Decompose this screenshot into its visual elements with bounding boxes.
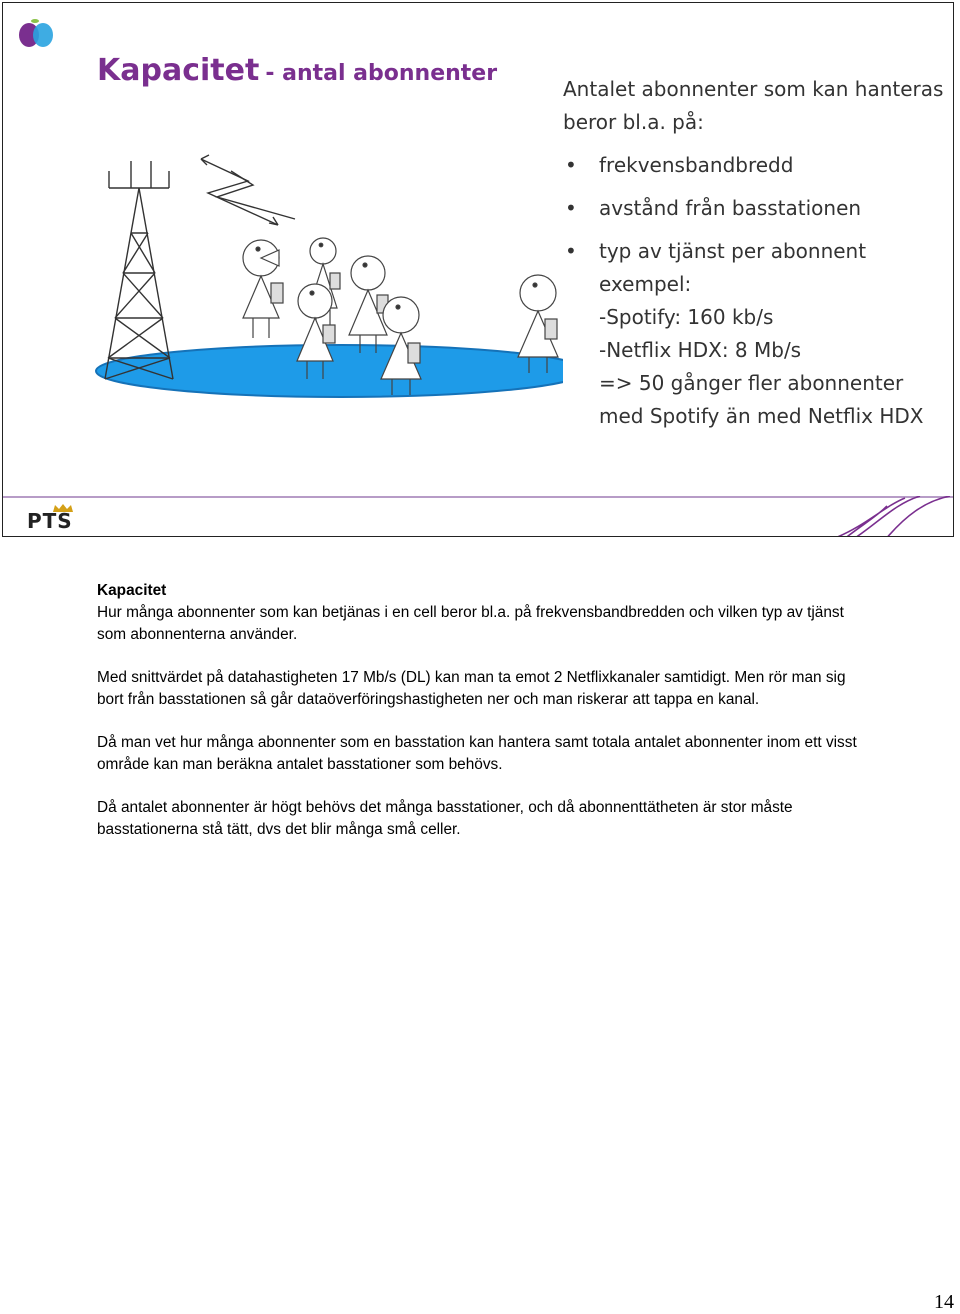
example-line: exempel: <box>599 272 692 296</box>
bullet-text: avstånd från basstationen <box>599 196 862 220</box>
pts-logo-text: PTS <box>27 509 73 533</box>
slide-bullet-list <box>563 149 953 268</box>
bullet-dot-icon: • <box>565 196 577 220</box>
cell-illustration <box>3 143 563 537</box>
bullet-dot-icon: • <box>565 239 577 263</box>
notes-paragraph: Då man vet hur många abonnenter som en basstation kan hantera samt totala antalet abonnenter inom ett visst område kan man beräkna antalet basstationer som behövs. <box>97 734 857 773</box>
footer-divider <box>3 496 953 498</box>
bullet-item <box>563 235 953 268</box>
apple-logo-icon <box>13 13 73 63</box>
footer-swoosh <box>825 496 954 537</box>
slide-bullet-text <box>563 73 953 433</box>
signal-bolt-icon <box>201 155 295 225</box>
bullet-item <box>563 149 953 182</box>
bullet-text: typ av tjänst per abonnent <box>599 239 867 263</box>
slide-title-main: Kapacitet <box>97 53 260 88</box>
notes-paragraph: Då antalet abonnenter är högt behövs det många basstationer, och då abonnenttätheten är stor måste basstationerna stå tätt, dvs det blir många små celler. <box>97 799 793 838</box>
bullet-text: frekvensbandbredd <box>599 153 794 177</box>
person-phone-icon <box>349 256 388 353</box>
notes-heading: Kapacitet <box>97 582 167 599</box>
bullet-item <box>563 192 953 225</box>
slide <box>2 2 954 537</box>
example-line: -Spotify: 160 kb/s <box>599 305 774 329</box>
tower-icon <box>105 161 173 379</box>
person-phone-icon <box>243 240 283 338</box>
example-line: -Netflix HDX: 8 Mb/s <box>599 338 802 362</box>
slide-intro: Antalet abonnenter som kan hanteras beror bl.a. på: <box>563 77 944 134</box>
notes-paragraph: Med snittvärdet på datahastigheten 17 Mb/s (DL) kan man ta emot 2 Netflixkanaler samtidigt. Men rör man sig bort från basstationen så går dataöverföringshastigheten ner och man riskerar att tappa en kanal. <box>97 669 846 708</box>
slide-title-sub: - antal abonnenter <box>265 61 498 86</box>
page-number: 14 <box>934 1291 954 1313</box>
notes-paragraph: Hur många abonnenter som kan betjänas i en cell beror bl.a. på frekvensbandbredden och vilken typ av tjänst som abonnenterna använder. <box>97 604 844 643</box>
speaker-notes <box>97 580 867 862</box>
bullet-dot-icon: • <box>565 153 577 177</box>
slide-title <box>97 53 497 88</box>
example-line: => 50 gånger fler abonnenter med Spotify än med Netflix HDX <box>599 371 924 428</box>
